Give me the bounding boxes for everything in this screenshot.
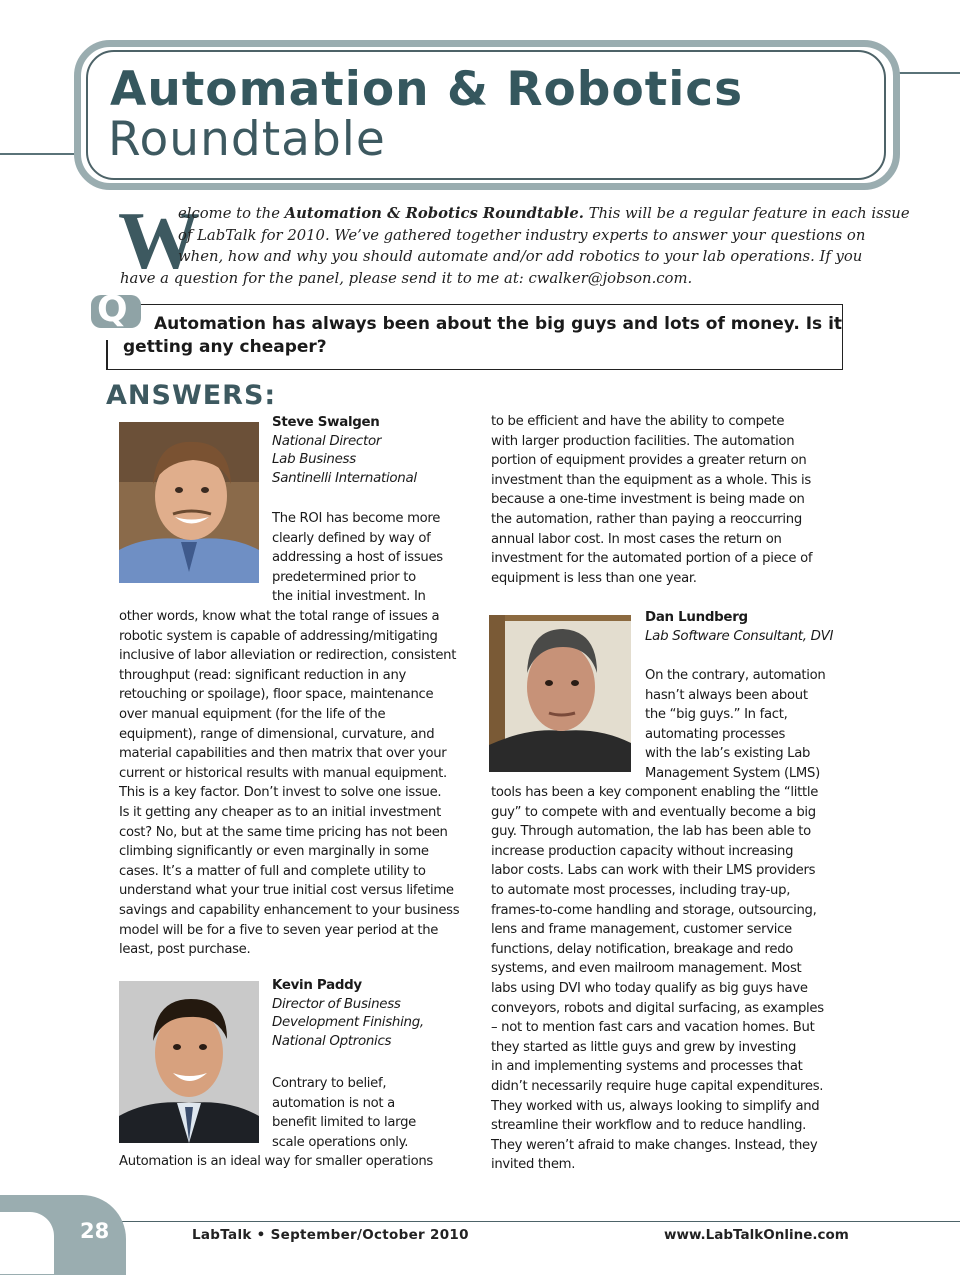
text-line: Management System (LMS)	[645, 765, 820, 781]
page-tab-cutout	[0, 1212, 54, 1274]
panelist-info	[272, 977, 472, 1051]
text-line: with the lab’s existing Lab	[645, 746, 811, 762]
text-line: the automation, rather than paying a reoccurring	[491, 511, 802, 527]
text-line: This is a key factor. Don’t invest to solve one issue.	[119, 785, 442, 801]
photo-dan-lundberg	[489, 615, 631, 772]
text-line: in and implementing systems and processes that	[491, 1059, 803, 1075]
footer-rule	[0, 1221, 960, 1222]
text-line: understand what your true initial cost versus lifetime	[119, 883, 454, 899]
text-line: investment than the equipment as a whole. This is	[491, 472, 811, 488]
intro-line: when, how and why you should automate and/or add robotics to your lab operations. If you	[178, 248, 863, 266]
photo-kevin-paddy	[119, 981, 259, 1143]
text-line: hasn’t always been about	[645, 687, 808, 703]
text-line: automating processes	[645, 726, 786, 742]
photo-steve-swalgen	[119, 422, 259, 583]
panelist-info	[645, 609, 845, 646]
answer-steve-wrap	[272, 509, 443, 607]
text-line: annual labor cost. In most cases the return on	[491, 531, 782, 547]
text-line: inclusive of labor alleviation or redirection, consistent	[119, 648, 457, 664]
header-rule-right	[895, 72, 960, 74]
text-line: addressing a host of issues	[272, 550, 443, 566]
answer-dan-wrap	[645, 666, 826, 784]
answer-dan-body	[491, 783, 824, 1175]
panelist-title: National Optronics	[272, 1033, 392, 1049]
text-line: equipment is less than one year.	[491, 570, 697, 586]
question-badge-letter: Q	[97, 289, 128, 330]
text-line: invited them.	[491, 1157, 576, 1173]
intro-line: have a question for the panel, please send it to me at: cwalker@jobson.com.	[120, 269, 693, 287]
text-line: predetermined prior to	[272, 569, 416, 585]
text-line: On the contrary, automation	[645, 668, 826, 683]
text-line: because a one-time investment is being made on	[491, 492, 805, 508]
panelist-name: Kevin Paddy	[272, 978, 362, 993]
text-line: retouching or spoilage), floor space, maintenance	[119, 687, 434, 703]
header-rule-left	[0, 153, 80, 155]
text-line: conveyors, robots and digital surfacing, as examples	[491, 1000, 824, 1016]
text-line: investment for the automated portion of a piece of	[491, 551, 813, 567]
page-subtitle: Roundtable	[108, 112, 386, 167]
panelist-title: Development Finishing,	[272, 1015, 424, 1031]
text-line: They weren’t afraid to make changes. Instead, they	[491, 1137, 818, 1153]
text-line: labor costs. Labs can work with their LMS providers	[491, 863, 816, 879]
page-number: 28	[80, 1219, 110, 1243]
text-line: Is it getting any cheaper as to an initial investment	[119, 804, 441, 820]
text-line: guy. Through automation, the lab has been able to	[491, 824, 811, 840]
answer-kevin-body	[119, 1152, 433, 1172]
panelist-title: Santinelli International	[272, 470, 417, 486]
intro-paragraph	[120, 203, 910, 289]
panelist-title: Director of Business	[272, 996, 401, 1012]
panelist-info	[272, 414, 472, 488]
intro-dropcap: W	[118, 195, 200, 286]
text-line: cost? No, but at the same time pricing has not been	[119, 824, 448, 840]
intro-line: elcome to the Automation & Robotics Roundtable. This will be a regular feature in each issue	[178, 205, 910, 222]
text-line: tools has been a key component enabling the “little	[491, 785, 819, 800]
text-line: cases. It’s a matter of full and complete utility to	[119, 863, 426, 879]
text-line: streamline their workflow and to reduce handling.	[491, 1118, 807, 1134]
text-line: model will be for a five to seven year period at the	[119, 922, 439, 938]
text-line: the “big guys.” In fact,	[645, 707, 788, 723]
text-line: benefit limited to large	[272, 1115, 416, 1131]
question-box-edge	[106, 340, 108, 370]
answer-steve-body	[119, 607, 459, 960]
text-line: – not to mention fast cars and vacation homes. But	[491, 1020, 815, 1036]
text-line: over manual equipment (for the life of the	[119, 706, 386, 722]
text-line: didn’t necessarily require huge capital expenditures.	[491, 1078, 824, 1094]
footer-publication: LabTalk • September/October 2010	[192, 1227, 469, 1243]
text-line: The ROI has become more	[272, 511, 441, 526]
panelist-name: Dan Lundberg	[645, 610, 748, 625]
text-line: They worked with us, always looking to simplify and	[491, 1098, 820, 1114]
text-line: guy” to compete with and eventually become a big	[491, 804, 816, 820]
text-line: throughput (read: significant reduction in any	[119, 667, 407, 683]
text-line: the initial investment. In	[272, 589, 426, 605]
intro-line: of LabTalk for 2010. We’ve gathered together industry experts to answer your questions on	[178, 226, 866, 244]
answer-kevin-wrap	[272, 1074, 416, 1152]
text-line: current or historical results with manual equipment.	[119, 765, 447, 781]
panelist-title: National Director	[272, 433, 382, 449]
panelist-name: Steve Swalgen	[272, 415, 380, 430]
text-line: lens and frame management, customer service	[491, 922, 792, 938]
text-line: clearly defined by way of	[272, 530, 431, 546]
panelist-title: Lab Software Consultant, DVI	[645, 628, 834, 644]
text-line: automation is not a	[272, 1095, 395, 1111]
text-line: scale operations only.	[272, 1134, 409, 1150]
text-line: Contrary to belief,	[272, 1076, 387, 1091]
text-line: to be efficient and have the ability to compete	[491, 414, 785, 429]
text-line: climbing significantly or even marginally in some	[119, 844, 429, 860]
text-line: to automate most processes, including tray-up,	[491, 882, 791, 898]
text-line: portion of equipment provides a greater return on	[491, 453, 807, 469]
text-line: least, post purchase.	[119, 942, 251, 958]
answer-kevin-continued	[491, 412, 812, 588]
text-line: equipment), range of dimensional, curvature, and	[119, 726, 435, 742]
question-text: Automation has always been about the big guys and lots of money. Is it getting any cheaper?	[123, 314, 843, 357]
text-line: other words, know what the total range of issues a	[119, 609, 440, 624]
panelist-title: Lab Business	[272, 452, 356, 468]
answers-heading: ANSWERS:	[106, 380, 277, 411]
text-line: robotic system is capable of addressing/mitigating	[119, 628, 438, 644]
text-line: Automation is an ideal way for smaller operations	[119, 1154, 433, 1169]
footer-website[interactable]: www.LabTalkOnline.com	[664, 1227, 849, 1243]
text-line: material capabilities and then matrix that over your	[119, 746, 447, 762]
text-line: functions, delay notification, breakage and redo	[491, 941, 794, 957]
text-line: frames-to-come handling and storage, outsourcing,	[491, 902, 817, 918]
text-line: they started as little guys and grew by investing	[491, 1039, 797, 1055]
text-line: systems, and even mailroom management. Most	[491, 961, 802, 977]
text-line: savings and capability enhancement to your business	[119, 902, 460, 918]
text-line: increase production capacity without increasing	[491, 843, 794, 859]
text-line: with larger production facilities. The automation	[491, 433, 795, 449]
page-title: Automation & Robotics	[110, 62, 744, 117]
text-line: labs using DVI who today qualify as big guys have	[491, 980, 808, 996]
